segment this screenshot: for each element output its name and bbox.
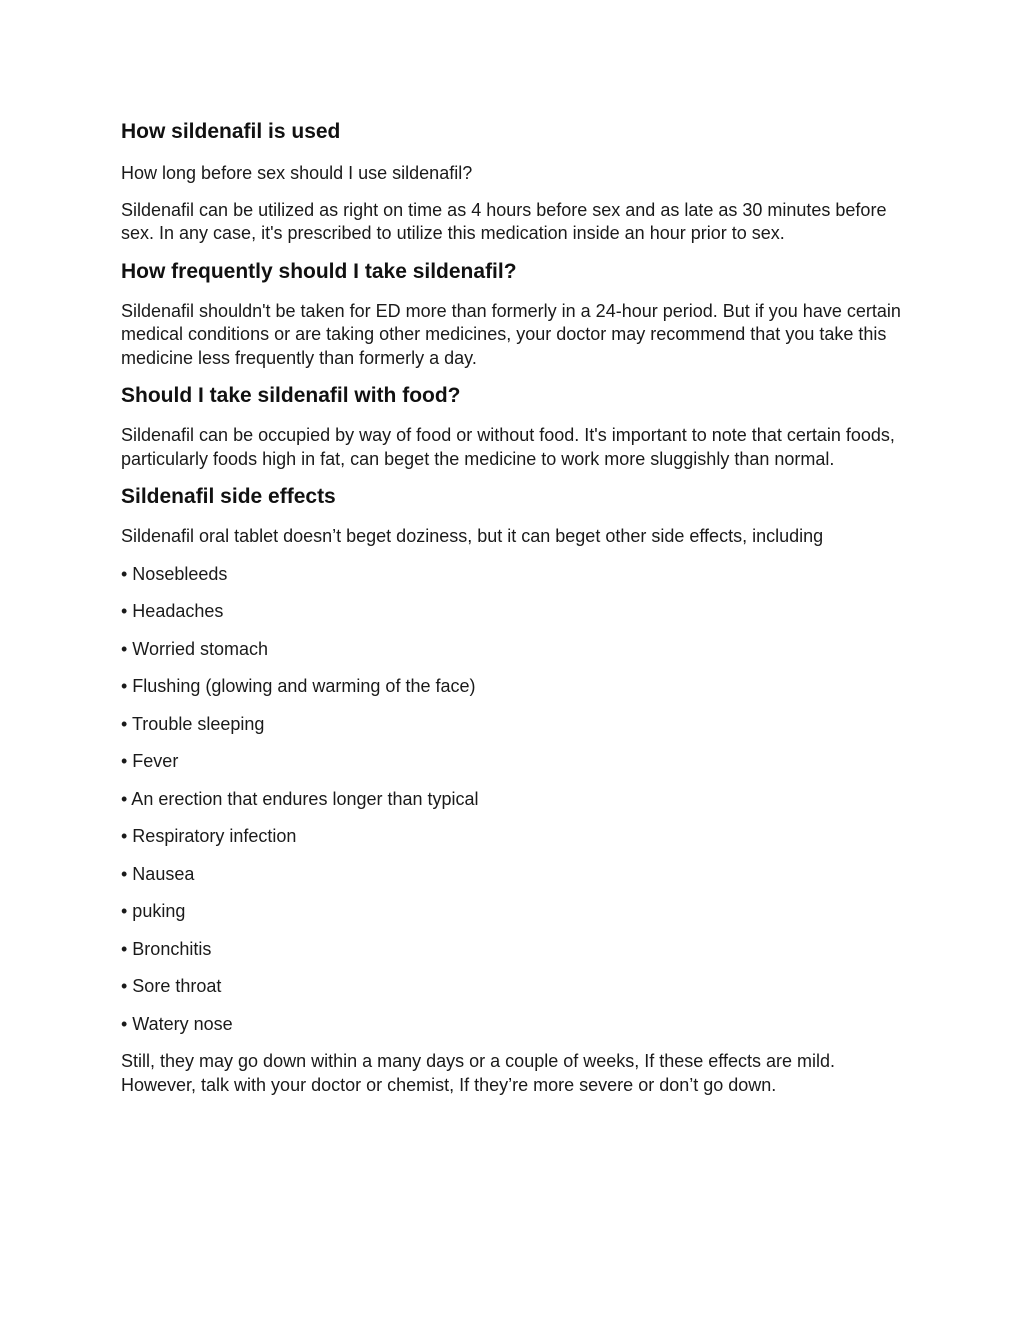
list-item: • Nosebleeds [121, 563, 228, 584]
list-item: • Worried stomach [121, 638, 269, 659]
heading-side-effects: Sildenafil side effects [121, 485, 336, 508]
list-item: • Nausea [121, 863, 195, 884]
heading-how-used: How sildenafil is used [121, 120, 341, 143]
paragraph-frequency: Sildenafil shouldn't be taken for ED more than formerly in a 24-hour period. But if you have certain medical conditions or are taking other medicines, your doctor may recommend that you take this medicine less frequently than formerly a day. [121, 300, 901, 368]
list-item: • Headaches [121, 601, 224, 621]
paragraph-closing: Still, they may go down within a many days or a couple of weeks, If these effects are mild. However, talk with your doctor or chemist, If they’re more severe or don’t go down. [121, 1051, 836, 1095]
list-item: • Fever [121, 751, 179, 771]
document-page [121, 118, 911, 1097]
list-item: • Trouble sleeping [121, 713, 265, 734]
side-effects-list [121, 563, 911, 1037]
paragraph-side-effects-intro: Sildenafil oral tablet doesn’t beget doziness, but it can beget other side effects, including [121, 526, 824, 546]
list-item: • Sore throat [121, 976, 222, 996]
heading-frequency: How frequently should I take sildenafil? [121, 259, 517, 283]
question-how-long: How long before sex should I use sildenafil? [121, 163, 473, 183]
list-item: • Respiratory infection [121, 826, 297, 846]
paragraph-food: Sildenafil can be occupied by way of food or without food. It's important to note that certain foods, particularly foods high in fat, can beget the medicine to work more sluggishly than normal. [121, 425, 895, 469]
list-item: • An erection that endures longer than typical [121, 788, 479, 809]
list-item: • Bronchitis [121, 938, 212, 959]
list-item: • puking [121, 901, 186, 921]
list-item: • Watery nose [121, 1013, 233, 1034]
paragraph-timing: Sildenafil can be utilized as right on time as 4 hours before sex and as late as 30 minutes before sex. In any case, it's prescribed to utilize this medication inside an hour prior to sex. [121, 199, 887, 243]
heading-food: Should I take sildenafil with food? [121, 384, 461, 407]
list-item: • Flushing (glowing and warming of the face) [121, 676, 476, 696]
